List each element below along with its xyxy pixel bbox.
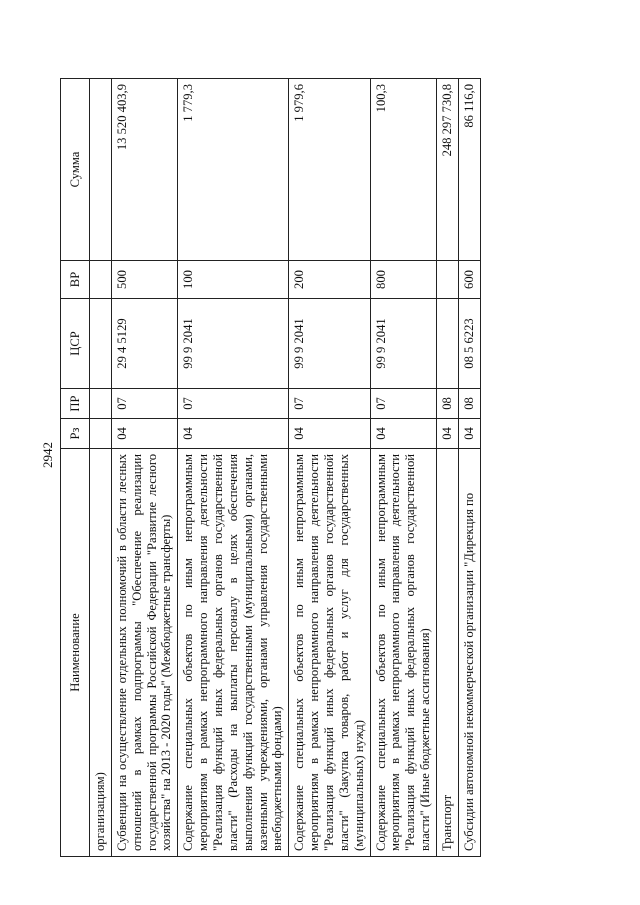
cell-csr: 99 9 2041 [370,299,436,389]
header-name: Наименование [61,449,90,857]
cell-vr [437,261,459,299]
cell-vr [90,261,112,299]
cell-csr [90,299,112,389]
cell-name: Транспорт [437,449,459,857]
cell-csr: 29 4 5129 [111,299,177,389]
cell-csr: 99 9 2041 [289,299,370,389]
cell-name: организациям) [90,449,112,857]
cell-pr: 07 [289,389,370,419]
cell-rz: 04 [370,419,436,449]
header-pr: ПР [61,389,90,419]
header-rz: Рз [61,419,90,449]
cell-pr: 07 [178,389,289,419]
table-row [90,79,112,857]
header-vr: ВР [61,261,90,299]
cell-vr: 200 [289,261,370,299]
cell-sum: 1 979,6 [289,79,370,261]
table-header-row [61,79,90,857]
cell-sum: 1 779,3 [178,79,289,261]
cell-name: Субсидии автономной некоммерческой организации "Дирекция по [458,449,480,857]
cell-rz: 04 [289,419,370,449]
cell-pr: 07 [111,389,177,419]
header-sum: Сумма [61,79,90,261]
cell-vr: 500 [111,261,177,299]
cell-name: Субвенции на осуществление отдельных полномочий в области лесных отношений в рамках подпрограммы "Обеспечение реализации государственной программы Российской Федерации "Развитие лесного хозяйства" на 2013 - 2020 годы" (Межбюджетные трансферты) [111,449,177,857]
table-row [111,79,177,857]
page-number: 2942 [40,442,55,468]
cell-vr: 800 [370,261,436,299]
cell-sum [90,79,112,261]
cell-rz: 04 [458,419,480,449]
cell-name: Содержание специальных объектов по иным непрограммным мероприятиям в рамках непрограммного направления деятельности "Реализация функций иных федеральных органов государственной власти" (Иные бюджетные ассигнования) [370,449,436,857]
cell-name: Содержание специальных объектов по иным непрограммным мероприятиям в рамках непрограммного направления деятельности "Реализация функций иных федеральных органов государственной власти" (Закупка товаров, работ и услуг для государственных (муниципальных) нужд) [289,449,370,857]
cell-rz: 04 [111,419,177,449]
header-csr: ЦСР [61,299,90,389]
budget-table [60,78,481,857]
cell-csr: 99 9 2041 [178,299,289,389]
cell-sum: 248 297 730,8 [437,79,459,261]
table-row [178,79,289,857]
cell-sum: 86 116,0 [458,79,480,261]
cell-pr [90,389,112,419]
table-row [437,79,459,857]
cell-rz: 04 [178,419,289,449]
cell-name: Содержание специальных объектов по иным непрограммным мероприятиям в рамках непрограммного направления деятельности "Реализация функций иных федеральных органов государственной власти" (Расходы на выплаты персоналу в целях обеспечения выполнения функций государственными (муниципальными) органами, казенными учреждениями, органами управления государственными внебюджетными фондами) [178,449,289,857]
cell-rz: 04 [437,419,459,449]
cell-sum: 13 520 403,9 [111,79,177,261]
cell-pr: 08 [458,389,480,419]
cell-pr: 07 [370,389,436,419]
cell-vr: 100 [178,261,289,299]
table-row [370,79,436,857]
table-row [458,79,480,857]
table-row [289,79,370,857]
cell-sum: 100,3 [370,79,436,261]
cell-csr [437,299,459,389]
cell-pr: 08 [437,389,459,419]
cell-rz [90,419,112,449]
cell-csr: 08 5 6223 [458,299,480,389]
cell-vr: 600 [458,261,480,299]
